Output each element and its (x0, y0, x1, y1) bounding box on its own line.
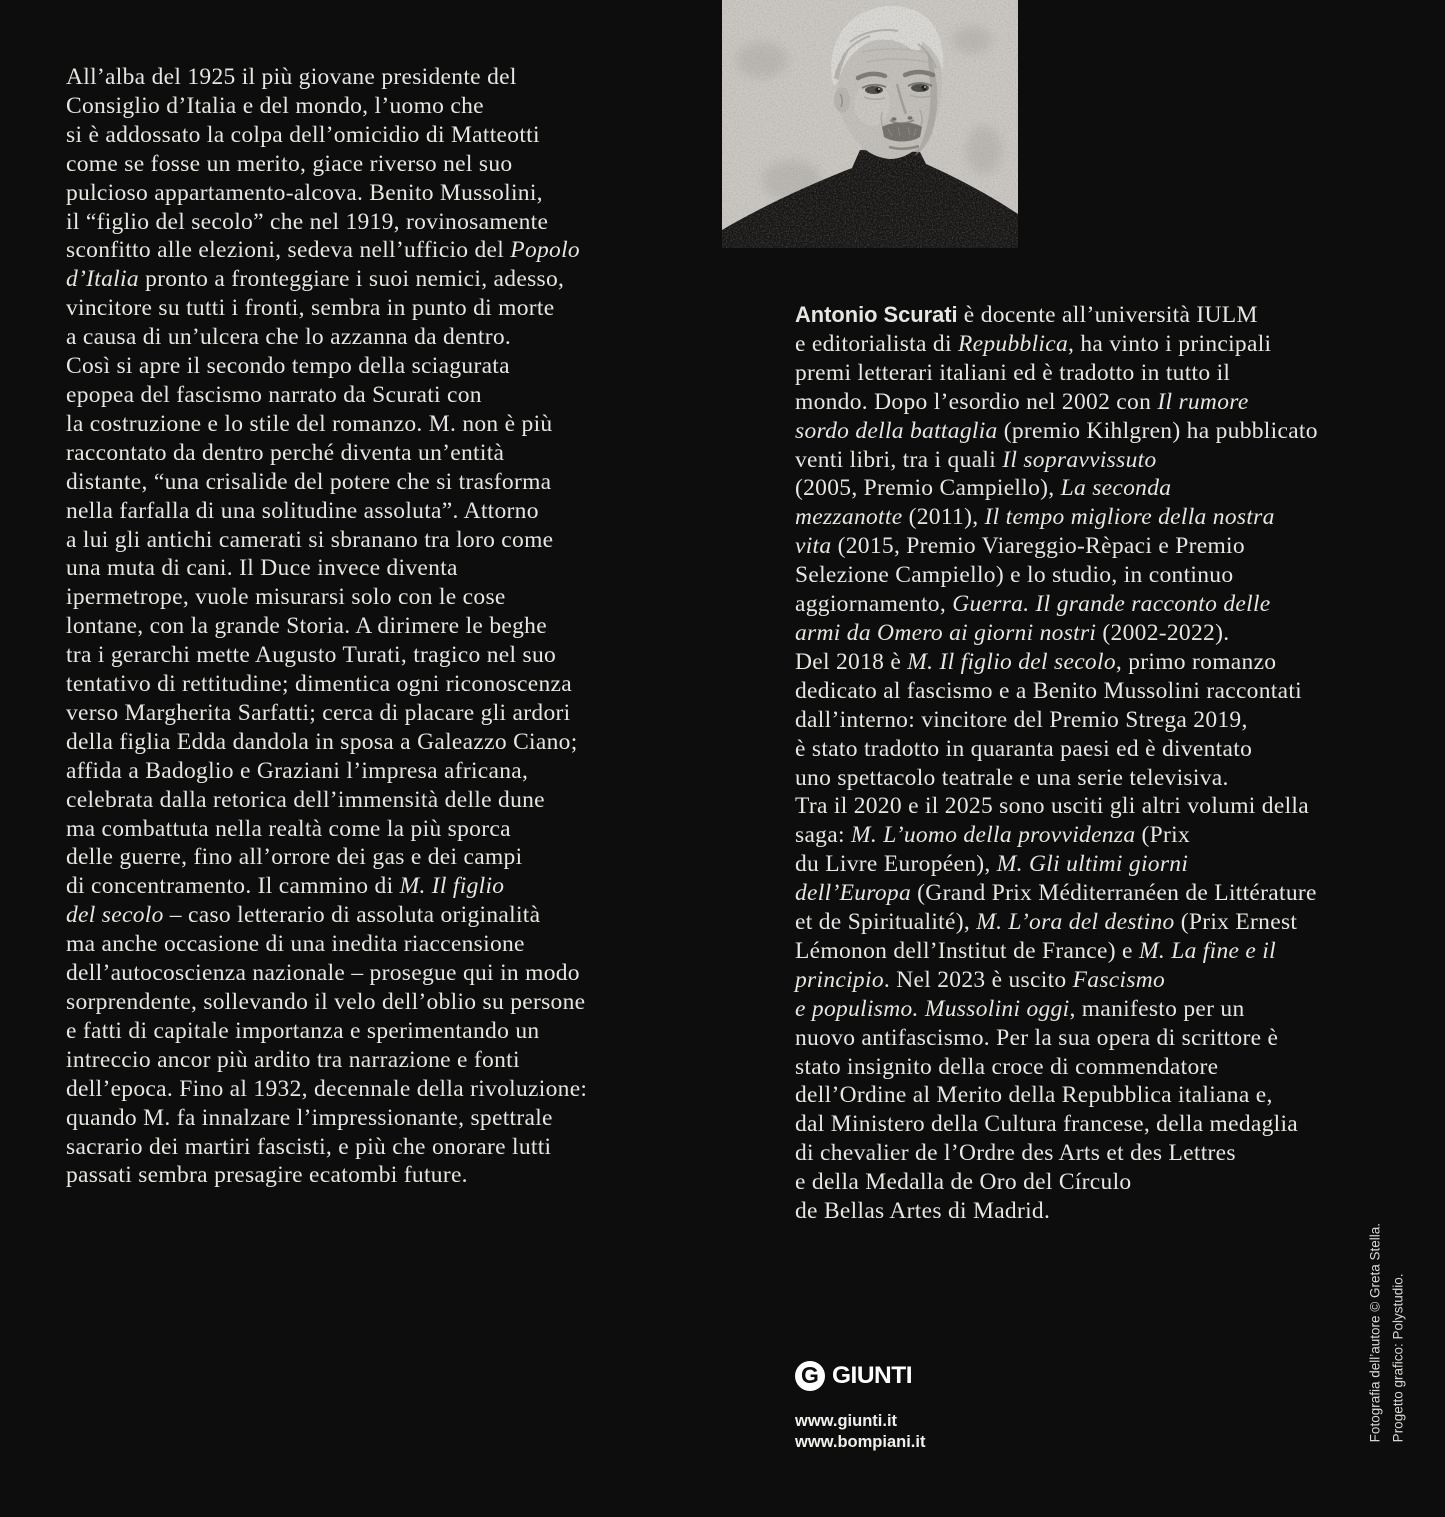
giunti-logo (795, 1360, 925, 1392)
publisher-urls (795, 1411, 925, 1452)
author-bio-text: Antonio Scurati è docente all’università IULM e editorialista di Repubblica, ha vinto i principali premi letterari italiani ed è tradotto in tutto il mondo. Dopo l’esordio nel 2002 con Il rumore sordo della battaglia (premio Kihlgren) ha pubblicato venti libri, tra i quali Il sopravvissuto (2005, Premio Campiello), La seconda mezzanotte (2011), Il tempo migliore della nostra vita (2015, Premio Viareggio-Rèpaci e Premio Selezione Campiello) e lo studio, in continuo aggiornamento, Guerra. Il grande racconto delle armi da Omero ai giorni nostri (2002-2022). Del 2018 è M. Il figlio del secolo, primo romanzo dedicato al fascismo e a Benito Mussolini raccontati dall’interno: vincitore del Premio Strega 2019, è stato tradotto in quaranta paesi ed è diventato uno spettacolo teatrale e una serie televisiva. Tra il 2020 e il 2025 sono usciti gli altri volumi della saga: M. L’uomo della provvidenza (Prix du Livre Européen), M. Gli ultimi giorni dell’Europa (Grand Prix Méditerranéen de Littérature et de Spiritualité), M. L’ora del destino (Prix Ernest Lémonon dell’Institut de France) e M. La fine e il principio. Nel 2023 è uscito Fascismo e populismo. Mussolini oggi, manifesto per un nuovo antifascismo. Per la sua opera di scrittore è stato insignito della croce di commendatore dell’Ordine al Merito della Repubblica italiana e, dal Ministero della Cultura francese, della medaglia di chevalier de l’Ordre des Arts et des Lettres e della Medalla de Oro del Círculo de Bellas Artes di Madrid. (795, 302, 1318, 1225)
giunti-logo-icon (795, 1361, 825, 1391)
author-photo (722, 0, 1018, 248)
credits (1363, 1223, 1409, 1442)
design-credit: Progetto grafico: Polystudio. (1390, 1273, 1405, 1443)
photo-credit: Fotografia dell’autore © Greta Stella. (1367, 1223, 1382, 1443)
publisher-block (795, 1360, 925, 1452)
bompiani-url: www.bompiani.it (795, 1432, 926, 1451)
synopsis-text: All’alba del 1925 il più giovane presidente del Consiglio d’Italia e del mondo, l’uomo che si è addossato la colpa dell’omicidio di Matteotti come se fosse un merito, giace riverso nel suo pulcioso appartamento-alcova. Benito Mussolini, il “figlio del secolo” che nel 1919, rovinosamente sconfitto alle elezioni, sedeva nell’ufficio del Popolo d’Italia pronto a fronteggiare i suoi nemici, adesso, vincitore su tutti i fronti, sembra in punto di morte a causa di un’ulcera che lo azzanna da dentro. Così si apre il secondo tempo della sciagurata epopea del fascismo narrato da Scurati con la costruzione e lo stile del romanzo. M. non è più raccontato da dentro perché diventa un’entità distante, “una crisalide del potere che si trasforma nella farfalla di una solitudine assoluta”. Attorno a lui gli antichi camerati si sbranano tra loro come una muta di cani. Il Duce invece diventa ipermetrope, vuole misurarsi solo con le cose lontane, con la grande Storia. A dirimere le beghe tra i gerarchi mette Augusto Turati, tragico nel suo tentativo di rettitudine; dimentica ogni riconoscenza verso Margherita Sarfatti; cerca di placare gli ardori della figlia Edda dandola in sposa a Galeazzo Ciano; affida a Badoglio e Graziani l’impresa africana, celebrata dalla retorica dell’immensità delle dune ma combattuta nella realtà come la più sporca delle guerre, fino all’orrore dei gas e dei campi di concentramento. Il cammino di M. Il figlio del secolo – caso letterario di assoluta originalità ma anche occasione di una inedita riaccensione dell’autocoscienza nazionale – prosegue qui in modo sorprendente, sollevando il velo dell’oblio su persone e fatti di capitale importanza e sperimentando un intreccio ancor più ardito tra narrazione e fonti dell’epoca. Fino al 1932, decennale della rivoluzione: quando M. fa innalzare l’impressionante, spettrale sacrario dei martiri fascisti, e più che onorare lutti passati sembra presagire ecatombi future. (66, 64, 588, 1189)
giunti-url: www.giunti.it (795, 1412, 898, 1430)
author-portrait-illustration (722, 0, 1018, 248)
giunti-logo-letter: G (801, 1362, 819, 1388)
giunti-wordmark: GIUNTI (832, 1362, 913, 1389)
